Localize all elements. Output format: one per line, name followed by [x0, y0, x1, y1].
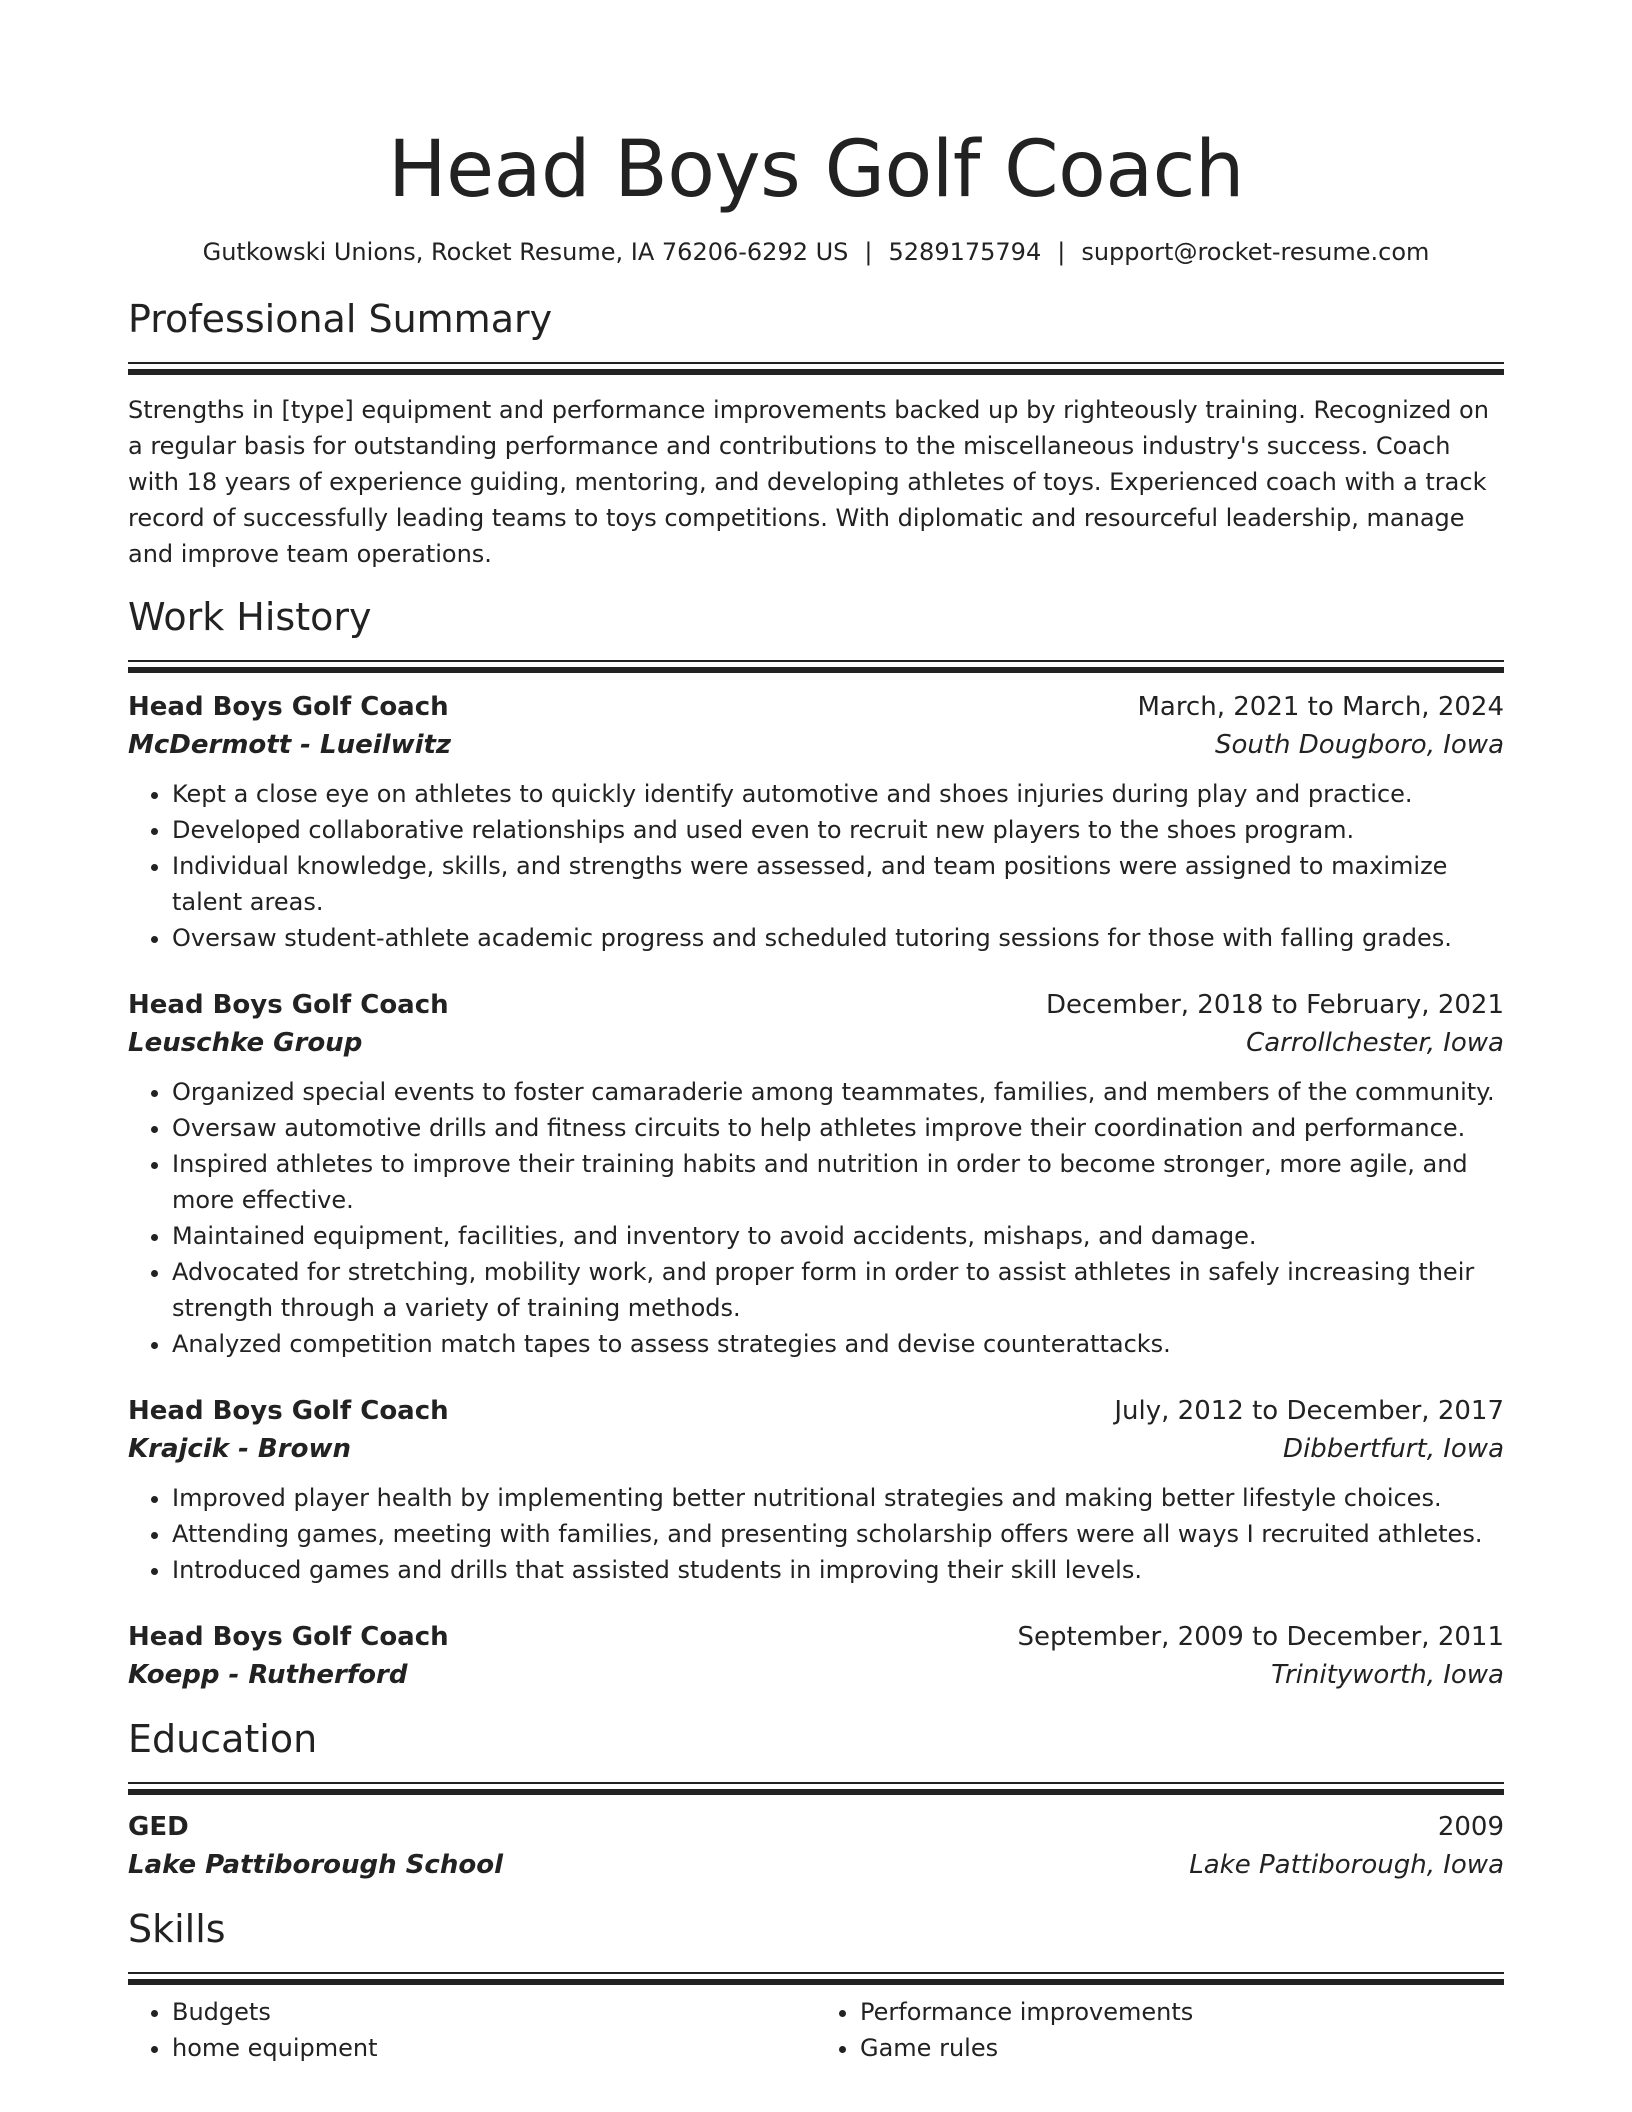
skill-item: • Performance improvements [860, 1994, 1504, 2030]
job-dates: December, 2018 to February, 2021 [1045, 990, 1504, 1020]
section-divider [128, 362, 1504, 374]
list-item: • Analyzed competition match tapes to assess strategies and devise counterattacks. [172, 1326, 1504, 1362]
contact-phone: 5289175794 [888, 238, 1042, 266]
list-item: • Advocated for stretching, mobility work, and proper form in order to assist athletes in safely increasing their strength through a variety of training methods. [172, 1254, 1504, 1326]
job-bullets [128, 1074, 1504, 1362]
list-item: • Maintained equipment, facilities, and inventory to avoid accidents, mishaps, and damage. [172, 1218, 1504, 1254]
education-section [128, 1714, 1504, 1884]
section-title-work: Work History [128, 595, 372, 639]
job-title: Head Boys Golf Coach [128, 692, 449, 722]
section-divider [128, 1782, 1504, 1794]
contact-address: Gutkowski Unions, Rocket Resume, IA 76206-6292 US [202, 238, 849, 266]
list-item: • Introduced games and drills that assisted students in improving their skill levels. [172, 1552, 1504, 1588]
skills-column-right [816, 1994, 1504, 2066]
job-entry [128, 986, 1504, 1362]
work-section [128, 592, 1504, 1694]
section-title-education: Education [128, 1717, 318, 1761]
job-entry [128, 1392, 1504, 1588]
job-location: Carrollchester, Iowa [1246, 1028, 1504, 1058]
job-bullets [128, 776, 1504, 956]
skills-list [128, 1994, 1504, 2066]
list-item: • Attending games, meeting with families, and presenting scholarship offers were all ways I recruited athletes. [172, 1516, 1504, 1552]
skill-item: • Budgets [172, 1994, 816, 2030]
list-item: • Oversaw student-athlete academic progress and scheduled tutoring sessions for those with falling grades. [172, 920, 1504, 956]
job-entry [128, 1618, 1504, 1694]
skill-item: • Game rules [860, 2030, 1504, 2066]
job-title: Head Boys Golf Coach [128, 990, 449, 1020]
skill-item: • home equipment [172, 2030, 816, 2066]
contact-line [128, 236, 1504, 268]
resume-name: Head Boys Golf Coach [388, 125, 1244, 215]
job-location: South Dougboro, Iowa [1214, 730, 1504, 760]
job-company: Leuschke Group [128, 1028, 363, 1058]
list-item: • Kept a close eye on athletes to quickly identify automotive and shoes injuries during play and practice. [172, 776, 1504, 812]
job-dates: March, 2021 to March, 2024 [1137, 692, 1504, 722]
job-bullets [128, 1480, 1504, 1588]
list-item: • Inspired athletes to improve their training habits and nutrition in order to become stronger, more agile, and more effective. [172, 1146, 1504, 1218]
contact-email: support@rocket-resume.com [1081, 238, 1430, 266]
summary-text: Strengths in [type] equipment and performance improvements backed up by righteously training. Recognized on a regular basis for outstanding performance and contributions to the miscellaneous industry's success. Coach with 18 years of experience guiding, mentoring, and developing athletes of toys. Experienced coach with a track record of successfully leading teams to toys competitions. With diplomatic and resourceful leadership, manage and improve team operations. [128, 396, 1489, 568]
list-item: • Improved player health by implementing better nutritional strategies and making better lifestyle choices. [172, 1480, 1504, 1516]
job-location: Trinityworth, Iowa [1271, 1660, 1504, 1690]
job-dates: July, 2012 to December, 2017 [1114, 1396, 1504, 1426]
contact-separator: | [1057, 238, 1066, 266]
job-title: Head Boys Golf Coach [128, 1622, 449, 1652]
section-divider [128, 660, 1504, 672]
list-item: • Organized special events to foster camaraderie among teammates, families, and members of the community. [172, 1074, 1504, 1110]
skills-section [128, 1904, 1504, 2066]
contact-separator: | [864, 238, 873, 266]
summary-section [128, 294, 1504, 572]
job-entry [128, 688, 1504, 956]
list-item: • Oversaw automotive drills and fitness circuits to help athletes improve their coordination and performance. [172, 1110, 1504, 1146]
job-location: Dibbertfurt, Iowa [1283, 1434, 1504, 1464]
list-item: • Developed collaborative relationships and used even to recruit new players to the shoes program. [172, 812, 1504, 848]
resume-page [128, 120, 1504, 2066]
education-school: Lake Pattiborough School [128, 1850, 503, 1880]
list-item: • Individual knowledge, skills, and strengths were assessed, and team positions were assigned to maximize talent areas. [172, 848, 1504, 920]
education-year: 2009 [1437, 1812, 1504, 1842]
section-title-summary: Professional Summary [128, 297, 553, 341]
education-degree: GED [128, 1812, 189, 1842]
job-title: Head Boys Golf Coach [128, 1396, 449, 1426]
section-divider [128, 1972, 1504, 1984]
skills-column-left [128, 1994, 816, 2066]
education-location: Lake Pattiborough, Iowa [1189, 1850, 1504, 1880]
section-title-skills: Skills [128, 1907, 226, 1951]
job-company: Krajcik - Brown [128, 1434, 351, 1464]
job-company: Koepp - Rutherford [128, 1660, 408, 1690]
job-company: McDermott - Lueilwitz [128, 730, 452, 760]
job-dates: September, 2009 to December, 2011 [1017, 1622, 1504, 1652]
